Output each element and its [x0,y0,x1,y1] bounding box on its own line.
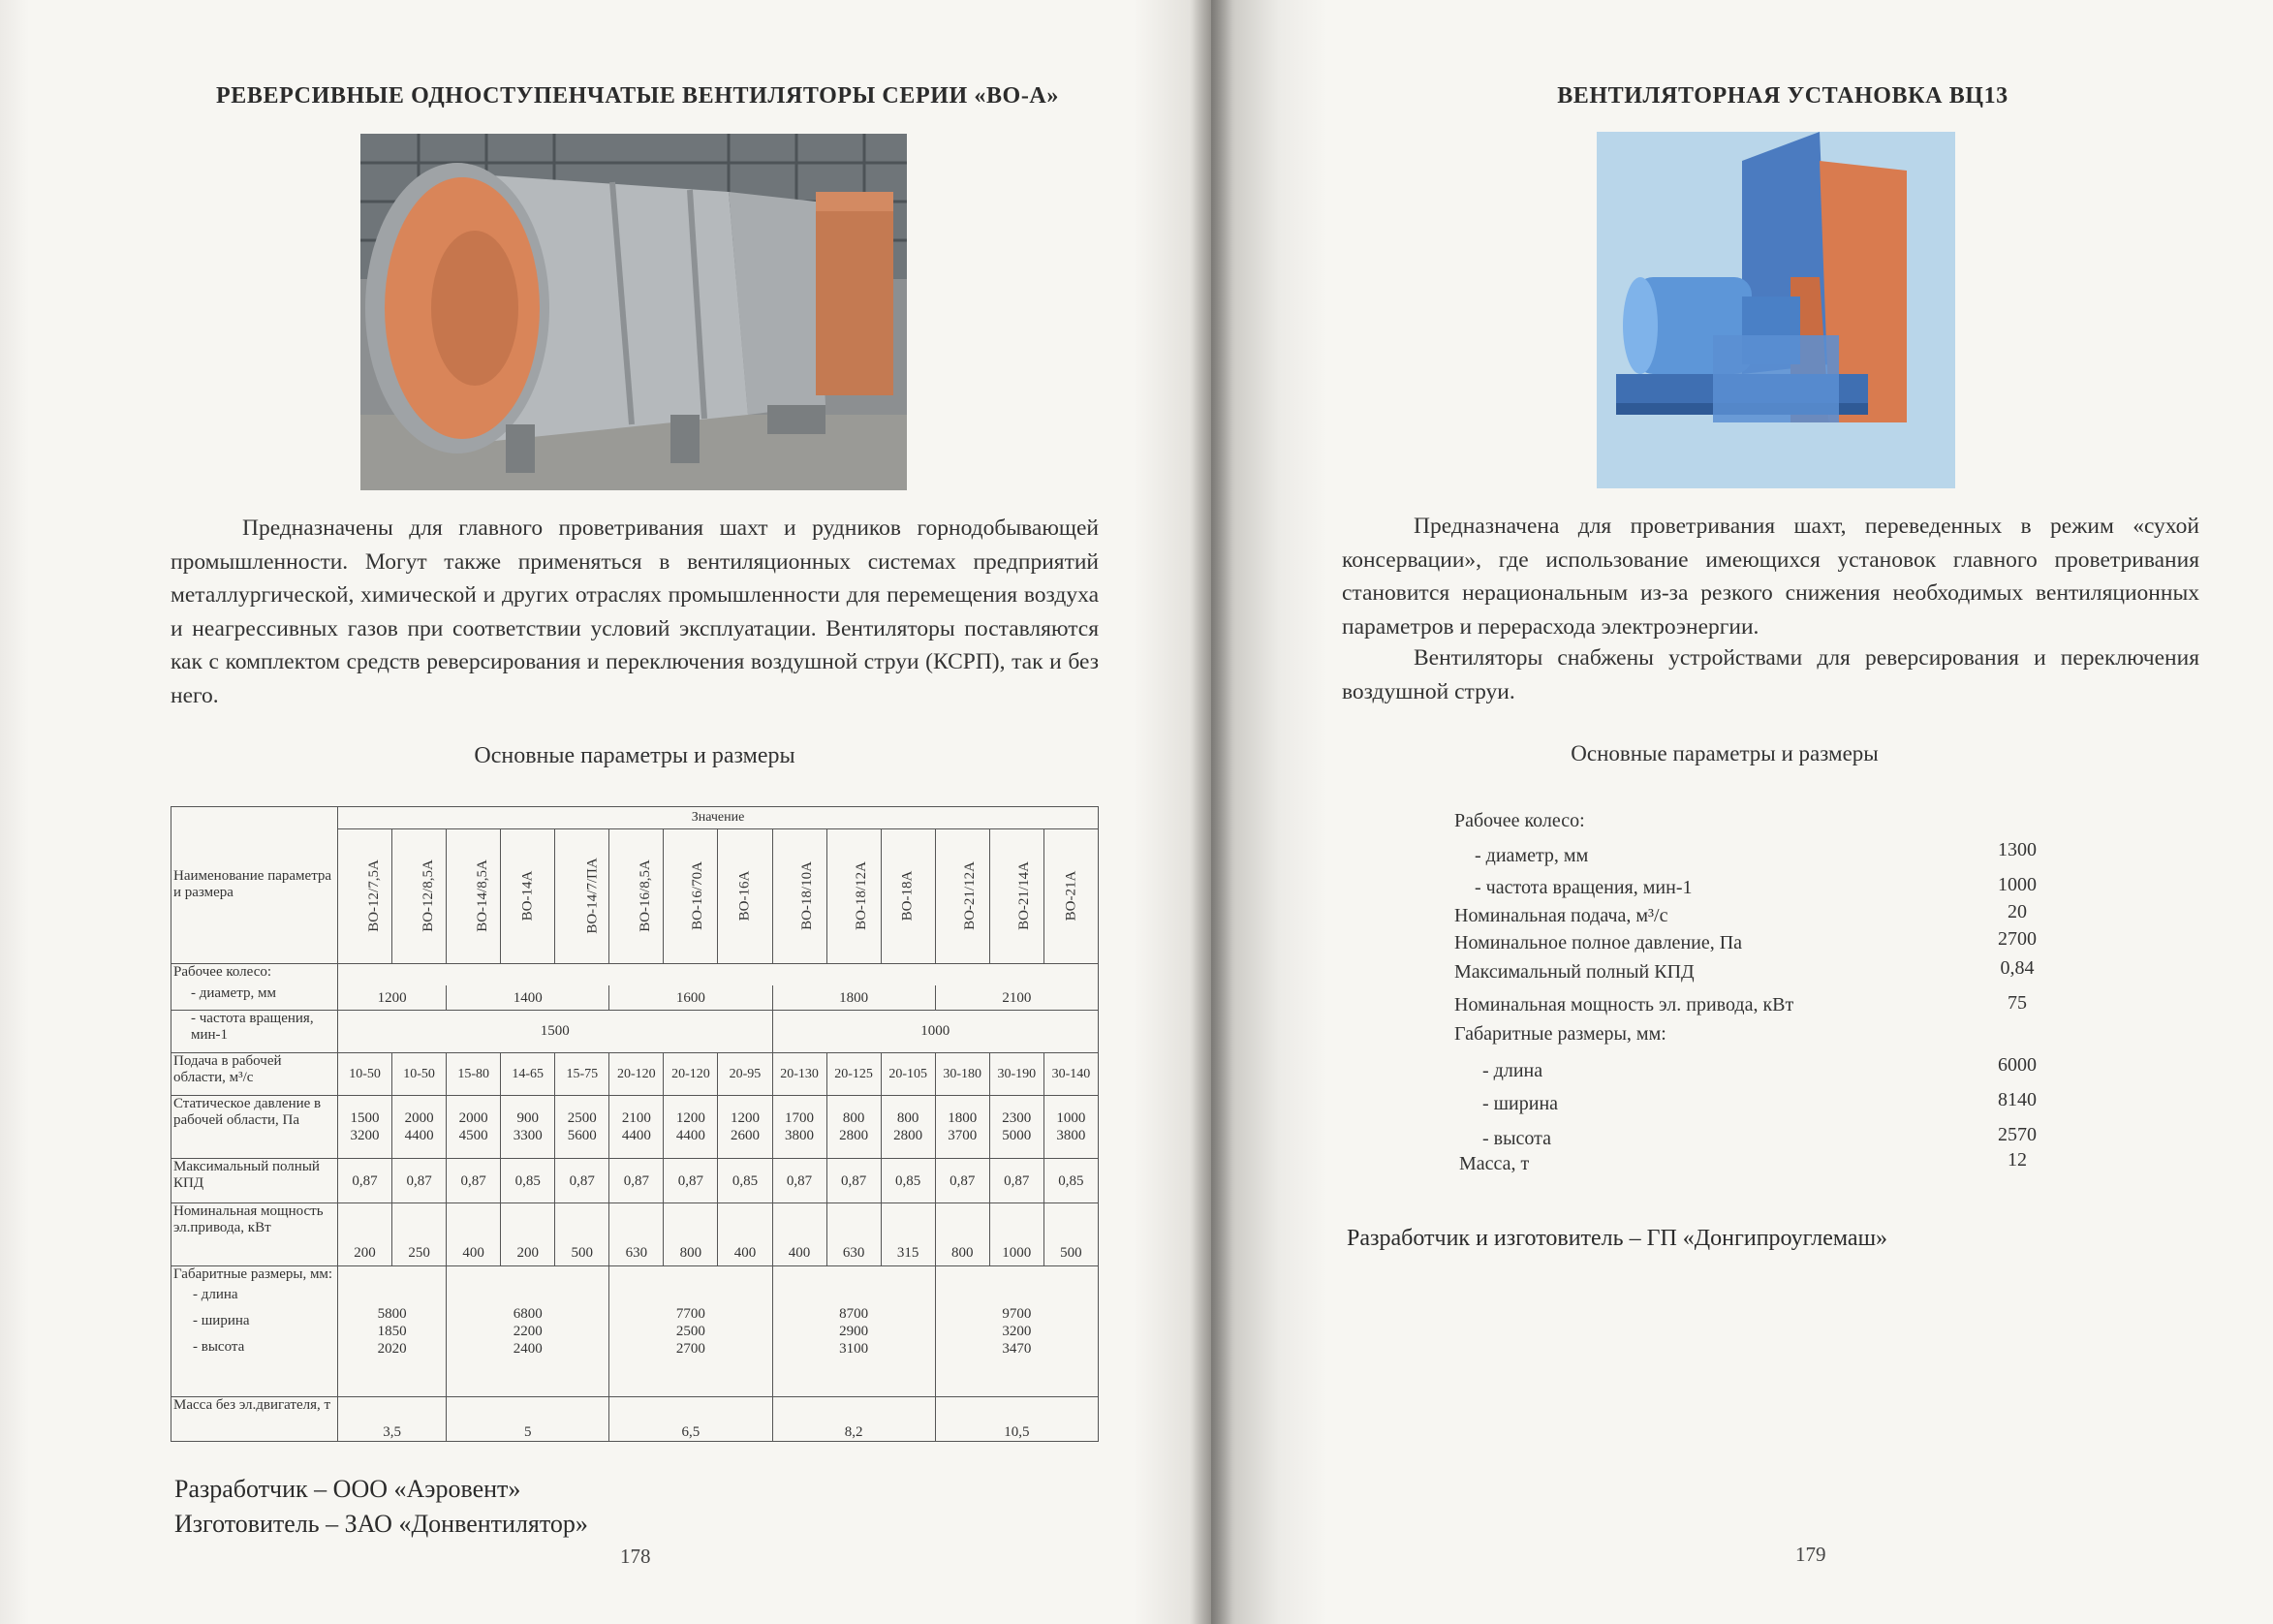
model-7: ВО-16/70А [664,829,718,964]
flow-value: 15-75 [555,1052,609,1095]
pressure-max: 3700 [948,1128,978,1144]
label-efficiency: Максимальный полный КПД [171,1159,338,1203]
pressure-max: 4400 [404,1128,434,1144]
power-value: 400 [447,1203,501,1266]
spec-height-label: - высота [1482,1128,1552,1149]
label-diameter: - диаметр, мм [171,985,338,1010]
pressure-max: 3200 [350,1128,380,1144]
efficiency-value: 0,87 [447,1159,501,1203]
width-value: 3200 [1002,1324,1032,1340]
fan-vc13-photo [1597,132,1955,488]
mass-value: 10,5 [935,1396,1098,1441]
left-table-title: Основные параметры и размеры [474,743,795,768]
label-power: Номинальная мощность эл.привода, кВт [171,1203,338,1266]
power-value: 800 [664,1203,718,1266]
model-10: ВО-18/12А [826,829,881,964]
right-spec-title: Основные параметры и размеры [1571,741,1879,765]
length-value: 7700 [675,1306,705,1323]
power-value: 630 [609,1203,664,1266]
efficiency-value: 0,85 [1043,1159,1098,1203]
spec-dims-label: Габаритные размеры, мм: [1454,1023,1666,1045]
efficiency-value: 0,87 [664,1159,718,1203]
pressure-max: 2800 [839,1128,869,1144]
pressure-min: 800 [842,1110,865,1127]
dims-group [609,1266,772,1396]
left-title: РЕВЕРСИВНЫЕ ОДНОСТУПЕНЧАТЫЕ ВЕНТИЛЯТОРЫ СЕРИИ «ВО-А» [216,83,1059,109]
diameter-value: 1800 [772,985,935,1010]
diameter-value: 2100 [935,985,1098,1010]
height-value: 2020 [377,1341,407,1358]
pressure-min: 800 [896,1110,919,1127]
table-row-efficiency [171,1159,1099,1203]
power-value: 500 [1043,1203,1098,1266]
spec-length-label: - длина [1482,1060,1543,1081]
spec-power-label: Номинальная мощность эл. привода, кВт [1454,994,1794,1015]
fan-vo-a-image [360,134,907,490]
height-value: 2400 [513,1341,543,1358]
dims-group [772,1266,935,1396]
power-value: 1000 [989,1203,1043,1266]
model-4: ВО-14А [501,829,555,964]
model-9: ВО-18/10А [772,829,826,964]
pressure-min: 2500 [567,1110,597,1127]
right-description-1: Предназначена для проветривания шахт, переведенных в режим «сухой консервации», где использование имеющихся установок главного проветривания становится нерациональным из-за резкого снижения необходимых вентиляционных параметров и перерасхода электроэнергии. [1342,514,2199,640]
power-value: 200 [338,1203,392,1266]
right-description-2: Вентиляторы снабжены устройствами для реверсирования и переключения воздушной струи. [1342,645,2199,704]
spec-length-value: 6000 [1998,1054,2037,1076]
flow-value: 20-120 [664,1052,718,1095]
pressure-min: 1800 [948,1110,978,1127]
model-5: ВО-14/7/ПА [555,829,609,964]
width-value: 2900 [839,1324,869,1340]
efficiency-value: 0,87 [935,1159,989,1203]
table-row-speed [171,1010,1099,1052]
label-wheel: Рабочее колесо: [171,963,338,985]
table-row-power [171,1203,1099,1266]
flow-value: 30-180 [935,1052,989,1095]
pressure-min: 1200 [730,1110,760,1127]
efficiency-value: 0,87 [338,1159,392,1203]
speed-value: 1000 [772,1010,1099,1052]
power-value: 400 [718,1203,772,1266]
label-flow: Подача в рабочей области, м³/с [171,1052,338,1095]
spec-efficiency-label: Максимальный полный КПД [1454,961,1695,983]
label-mass: Масса без эл.двигателя, т [171,1396,338,1441]
pressure-max: 2600 [730,1128,760,1144]
label-speed: - частота вращения, мин-1 [171,1010,338,1052]
power-value: 315 [881,1203,935,1266]
spec-width-label: - ширина [1482,1093,1559,1114]
flow-value: 10-50 [338,1052,392,1095]
pressure-min: 900 [516,1110,539,1127]
efficiency-value: 0,87 [392,1159,447,1203]
power-value: 800 [935,1203,989,1266]
model-13: ВО-21/14А [989,829,1043,964]
pressure-max: 4500 [458,1128,488,1144]
flow-value: 20-105 [881,1052,935,1095]
pressure-max: 3800 [1056,1128,1086,1144]
left-page-number: 178 [620,1545,651,1568]
label-length: - длина [193,1287,238,1303]
spec-pressure-label: Номинальное полное давление, Па [1454,932,1743,953]
table-row-diameter [171,985,1099,1010]
diameter-value: 1200 [338,985,447,1010]
model-8: ВО-16А [718,829,772,964]
spec-height-value: 2570 [1998,1124,2037,1145]
spec-pressure-value: 2700 [1998,928,2037,950]
length-value: 9700 [1002,1306,1032,1323]
flow-value: 14-65 [501,1052,555,1095]
right-page-number: 179 [1795,1543,1826,1566]
height-value: 2700 [675,1341,705,1358]
speed-value: 1500 [338,1010,773,1052]
efficiency-value: 0,85 [501,1159,555,1203]
power-value: 250 [392,1203,447,1266]
table-row-pressure [171,1096,1099,1159]
flow-value: 15-80 [447,1052,501,1095]
spec-diameter-label: - диаметр, мм [1475,845,1589,866]
model-3: ВО-14/8,5А [447,829,501,964]
model-1: ВО-12/7,5А [338,829,392,964]
efficiency-value: 0,87 [989,1159,1043,1203]
pressure-max: 5000 [1002,1128,1032,1144]
book-gutter [1190,0,1232,1624]
efficiency-value: 0,87 [826,1159,881,1203]
mass-value: 5 [447,1396,609,1441]
pressure-min: 2300 [1002,1110,1032,1127]
pressure-max: 4400 [675,1128,705,1144]
flow-value: 20-125 [826,1052,881,1095]
efficiency-value: 0,87 [772,1159,826,1203]
pressure-min: 1500 [350,1110,380,1127]
dims-group [447,1266,609,1396]
pressure-min: 1000 [1056,1110,1086,1127]
efficiency-value: 0,85 [881,1159,935,1203]
pressure-min: 2100 [621,1110,651,1127]
mass-value: 3,5 [338,1396,447,1441]
model-6: ВО-16/8,5А [609,829,664,964]
fan-vo-a-photo [360,134,907,490]
table-row-mass [171,1396,1099,1441]
model-2: ВО-12/8,5А [392,829,447,964]
power-value: 630 [826,1203,881,1266]
pressure-max: 5600 [567,1128,597,1144]
pressure-max: 4400 [621,1128,651,1144]
table-row-wheel [171,963,1099,985]
pressure-min: 2000 [404,1110,434,1127]
spec-width-value: 8140 [1998,1089,2037,1110]
spec-speed-value: 1000 [1998,874,2037,895]
pressure-min: 1200 [675,1110,705,1127]
length-value: 6800 [513,1306,543,1323]
left-developer: Разработчик – ООО «Аэровент» [174,1475,521,1503]
power-value: 400 [772,1203,826,1266]
diameter-value: 1400 [447,985,609,1010]
model-11: ВО-18А [881,829,935,964]
spec-flow-label: Номинальная подача, м³/с [1454,905,1668,926]
pressure-max: 3800 [785,1128,815,1144]
label-dimensions [171,1266,338,1396]
efficiency-value: 0,85 [718,1159,772,1203]
dims-group [935,1266,1098,1396]
table-row-flow [171,1052,1099,1095]
efficiency-value: 0,87 [609,1159,664,1203]
diameter-value: 1600 [609,985,772,1010]
table-row-dimensions [171,1266,1099,1396]
spec-wheel-label: Рабочее колесо: [1454,810,1585,831]
spec-mass-label: Масса, т [1459,1153,1530,1174]
mass-value: 6,5 [609,1396,772,1441]
flow-value: 30-190 [989,1052,1043,1095]
right-developer: Разработчик и изготовитель – ГП «Донгипроуглемаш» [1347,1226,1888,1251]
table-header-parameter: Наименование параметра и размера [171,807,338,964]
spec-efficiency-value: 0,84 [2000,957,2035,979]
model-14: ВО-21А [1043,829,1098,964]
pressure-min: 2000 [458,1110,488,1127]
power-value: 200 [501,1203,555,1266]
flow-value: 10-50 [392,1052,447,1095]
flow-value: 20-120 [609,1052,664,1095]
label-height: - высота [193,1339,245,1356]
label-dims: Габаритные размеры, мм: [173,1266,333,1283]
right-page [1211,0,2273,1624]
label-width: - ширина [193,1313,250,1329]
length-value: 5800 [377,1306,407,1323]
dims-group [338,1266,447,1396]
length-value: 8700 [839,1306,869,1323]
left-description: Предназначены для главного проветривания шахт и рудников горнодобывающей промышленности. Могут также применяться в вентиляционных системах предприятий металлургической, химической и других отраслях промышленности для перемещения воздуха и неагрессивных газов при соответствии условий эксплуатации. Вентиляторы поставляются как с комплектом средств реверсирования и переключения воздушной струи (КСРП), так и без него. [171,515,1099,708]
pressure-max: 2800 [893,1128,923,1144]
mass-value: 8,2 [772,1396,935,1441]
vo-a-parameters-table [171,806,1099,1442]
fan-vc13-image [1597,132,1955,488]
width-value: 2200 [513,1324,543,1340]
right-title: ВЕНТИЛЯТОРНАЯ УСТАНОВКА ВЦ13 [1557,83,2008,109]
efficiency-value: 0,87 [555,1159,609,1203]
flow-value: 20-95 [718,1052,772,1095]
model-12: ВО-21/12А [935,829,989,964]
width-value: 2500 [675,1324,705,1340]
width-value: 1850 [377,1324,407,1340]
pressure-min: 1700 [785,1110,815,1127]
height-value: 3100 [839,1341,869,1358]
left-manufacturer: Изготовитель – ЗАО «Донвентилятор» [174,1510,588,1538]
spec-flow-value: 20 [2008,901,2027,922]
spec-power-value: 75 [2008,992,2027,1014]
label-pressure: Статическое давление в рабочей области, Па [171,1096,338,1159]
spec-mass-value: 12 [2008,1149,2027,1171]
pressure-max: 3300 [513,1128,543,1144]
spec-speed-label: - частота вращения, мин-1 [1475,877,1693,898]
flow-value: 20-130 [772,1052,826,1095]
table-header-value: Значение [338,807,1099,829]
flow-value: 30-140 [1043,1052,1098,1095]
power-value: 500 [555,1203,609,1266]
height-value: 3470 [1002,1341,1032,1358]
spec-diameter-value: 1300 [1998,839,2037,860]
